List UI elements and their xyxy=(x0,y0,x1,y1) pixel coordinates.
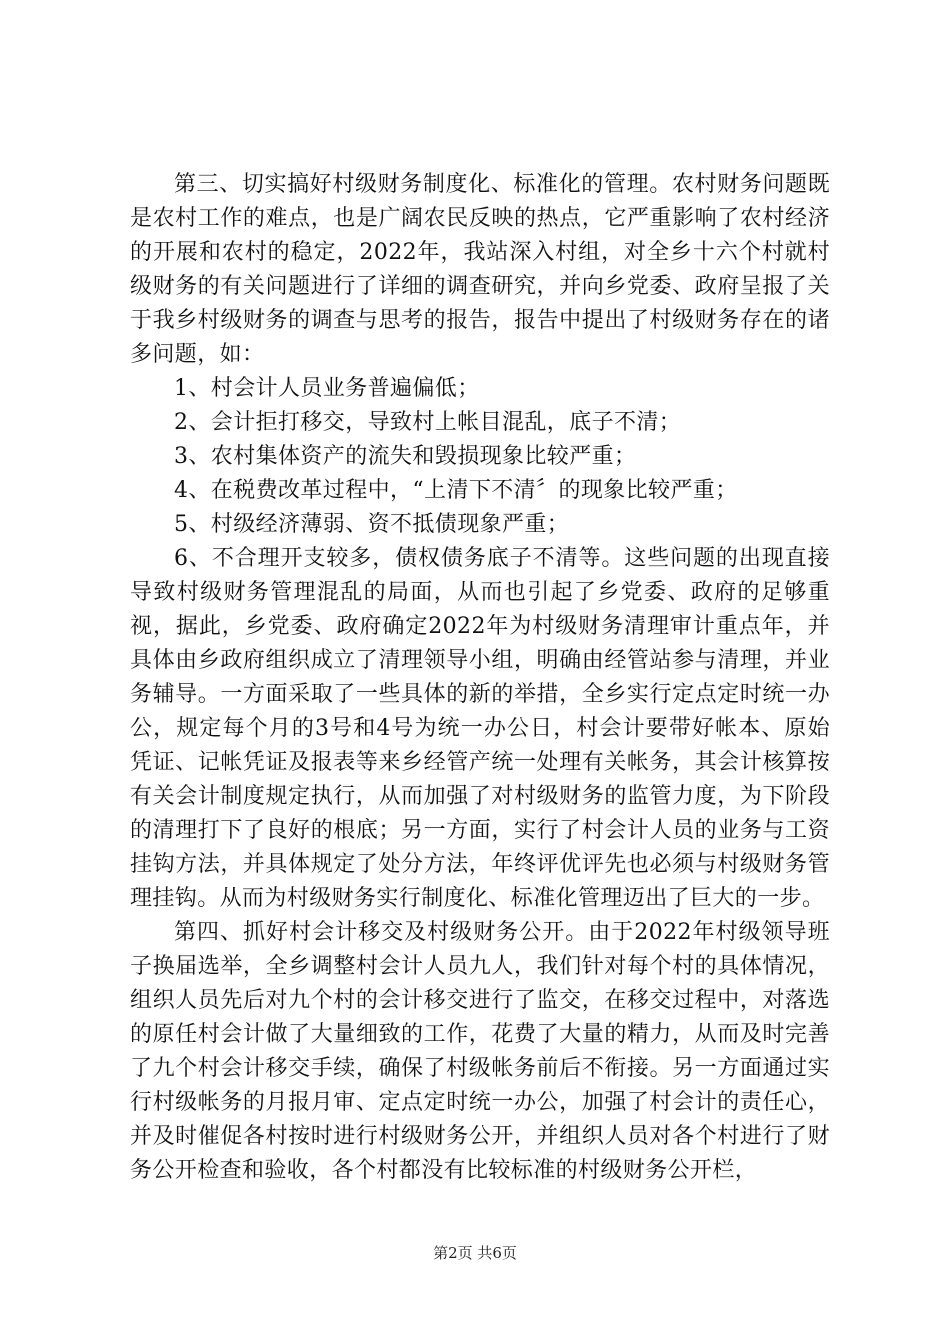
list-item-2: 2、会计拒打移交，导致村上帐目混乱，底子不清； xyxy=(174,410,682,435)
document-body xyxy=(130,168,830,1188)
paragraph-fourth-section: 第四、抓好村会计移交及村级财务公开。由于2022年村级领导班子换届选举，全乡调整村会计人员九人，我们针对每个村的具体情况，组织人员先后对九个村的会计移交进行了监交，在移交过程中，对落选的原任村会计做了大量细致的工作，花费了大量的精力，从而及时完善了九个村会计移交手续，确保了村级帐务前后不衔接。另一方面通过实行村级帐务的月报月审、定点定时统一办公，加强了村会计的责任心，并及时催促各村按时进行村级财务公开，并组织人员对各个村进行了财务公开检查和验收，各个村都没有比较标准的村级财务公开栏， xyxy=(130,920,830,1183)
list-item-1: 1、村会计人员业务普遍偏低； xyxy=(174,376,480,401)
paragraph-item-6: 6、不合理开支较多，债权债务底子不清等。这些问题的出现直接导致村级财务管理混乱的局面，从而也引起了乡党委、政府的足够重视，据此，乡党委、政府确定2022年为村级财务清理审计重点年，并具体由乡政府组织成立了清理领导小组，明确由经管站参与清理，并业务辅导。一方面采取了一些具体的新的举措，全乡实行定点定时统一办公，规定每个月的3号和4号为统一办公日，村会计要带好帐本、原始凭证、记帐凭证及报表等来乡经管产统一处理有关帐务，其会计核算按有关会计制度规定执行，从而加强了对村级财务的监管力度，为下阶段的清理打下了良好的根底；另一方面，实行了村会计人员的业务与工资挂钩方法，并具体规定了处分方法，年终评优评先也必须与村级财务管理挂钩。从而为村级财务实行制度化、标准化管理迈出了巨大的一步。 xyxy=(130,546,830,911)
list-item-3: 3、农村集体资产的流失和毁损现象比较严重； xyxy=(174,444,637,469)
paragraph-third-section: 第三、切实搞好村级财务制度化、标准化的管理。农村财务问题既是农村工作的难点，也是广阔农民反映的热点，它严重影响了农村经济的开展和农村的稳定，2022年，我站深入村组，对全乡十六个村就村级财务的有关问题进行了详细的调查研究，并向乡党委、政府呈报了关于我乡村级财务的调查与思考的报告，报告中提出了村级财务存在的诸多问题，如： xyxy=(130,172,830,367)
page-footer xyxy=(0,1243,950,1263)
list-item-4: 4、在税费改革过程中，“上清下不清〞的现象比较严重； xyxy=(174,478,738,503)
list-item-5: 5、村级经济薄弱、资不抵债现象严重； xyxy=(174,512,570,537)
page-number: 第2页 共6页 xyxy=(433,1244,517,1262)
